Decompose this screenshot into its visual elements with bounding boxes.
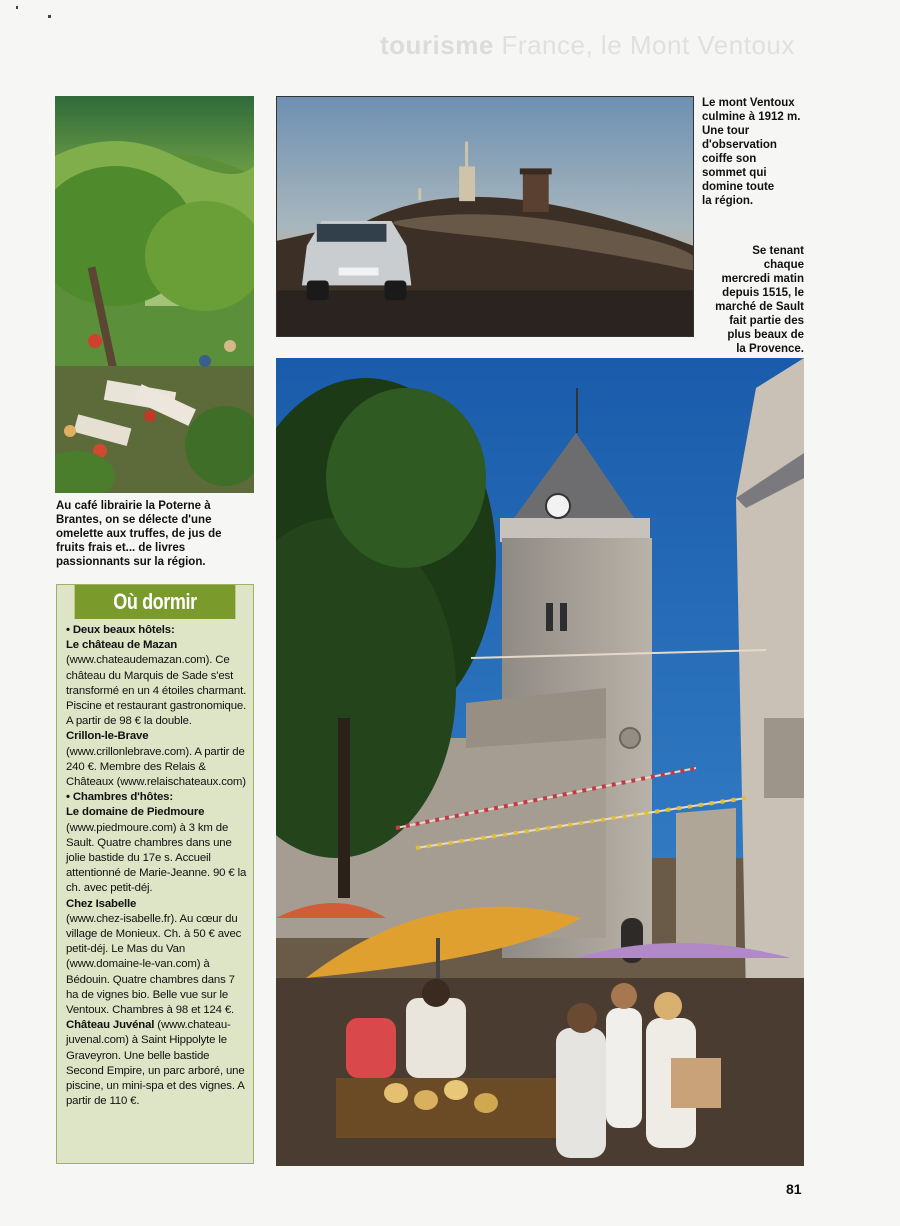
hotel-description: (www.chateaudemazan.com). Ce château du Marquis de Sade s'est transformé en un 4 étoiles charmant. Piscine et restaurant gastronomique. A partir de 98 € la double. xyxy=(66,654,247,728)
bnb-description: (www.chez-isabelle.fr). Au cœur du village de Monieux. Ch. à 50 € avec petit-déj. Le Mas du Van (www.domaine-le-van.com) à Bédouin. Quatre chambres dans 7 ha de vignes bio. Belle vue sur le Ventoux. Chambres à 98 et 124 €. xyxy=(66,912,242,1017)
where-to-sleep-body xyxy=(57,619,253,1110)
where-to-sleep-title: Où dormir xyxy=(75,585,236,619)
header-title: tourisme xyxy=(380,30,494,60)
photo-mont-ventoux xyxy=(276,96,694,337)
hotel-name: Le château de Mazan xyxy=(66,639,178,652)
hotel-name: Crillon-le-Brave xyxy=(66,730,149,743)
bnb-description: (www.chateau-juvenal.com) à Saint Hippolyte le Graveyron. Une belle bastide Second Empire, un parc arboré, une piscine, un mini-spa et des vignes. A partir de 110 €. xyxy=(66,1019,245,1108)
print-speck xyxy=(16,6,18,9)
bnb-description: (www.piedmoure.com) à 3 km de Sault. Quatre chambres dans une jolie bastide du 17e s. Accueil attentionné de Marie-Jeanne. 90 € la ch. avec petit-déj. xyxy=(66,821,247,895)
bnb-name: Château Juvénal xyxy=(66,1019,155,1032)
photo-sault-market xyxy=(276,358,804,1166)
page-number: 81 xyxy=(786,1181,802,1197)
caption-sault-market: Se tenant chaque mercredi matin depuis 1515, le marché de Sault fait partie des plus beaux de la Provence. xyxy=(715,245,804,355)
caption-cafe-librairie: Au café librairie la Poterne à Brantes, on se délecte d'une omelette aux truffes, de jus de fruits frais et... de livres passionnants sur la région. xyxy=(56,500,222,568)
bnb-name: Le domaine de Piedmoure xyxy=(66,806,205,819)
hotel-description: (www.crillonlebrave.com). A partir de 240 €. Membre des Relais & Châteaux (www.relaischateaux.com) xyxy=(66,745,246,789)
photo-cafe-terrace xyxy=(55,96,254,493)
section-heading-hotels: • Deux beaux hôtels: xyxy=(66,624,175,636)
section-heading-bnb: • Chambres d'hôtes: xyxy=(66,791,174,804)
where-to-sleep-box xyxy=(56,584,254,1164)
running-header xyxy=(380,30,850,61)
print-speck xyxy=(48,15,51,18)
bnb-name: Chez Isabelle xyxy=(66,897,137,910)
header-subtitle: France, le Mont Ventoux xyxy=(501,30,795,60)
caption-mont-ventoux: Le mont Ventoux culmine à 1912 m. Une tour d'observation coiffe son sommet qui domine toute la région. xyxy=(702,97,801,207)
